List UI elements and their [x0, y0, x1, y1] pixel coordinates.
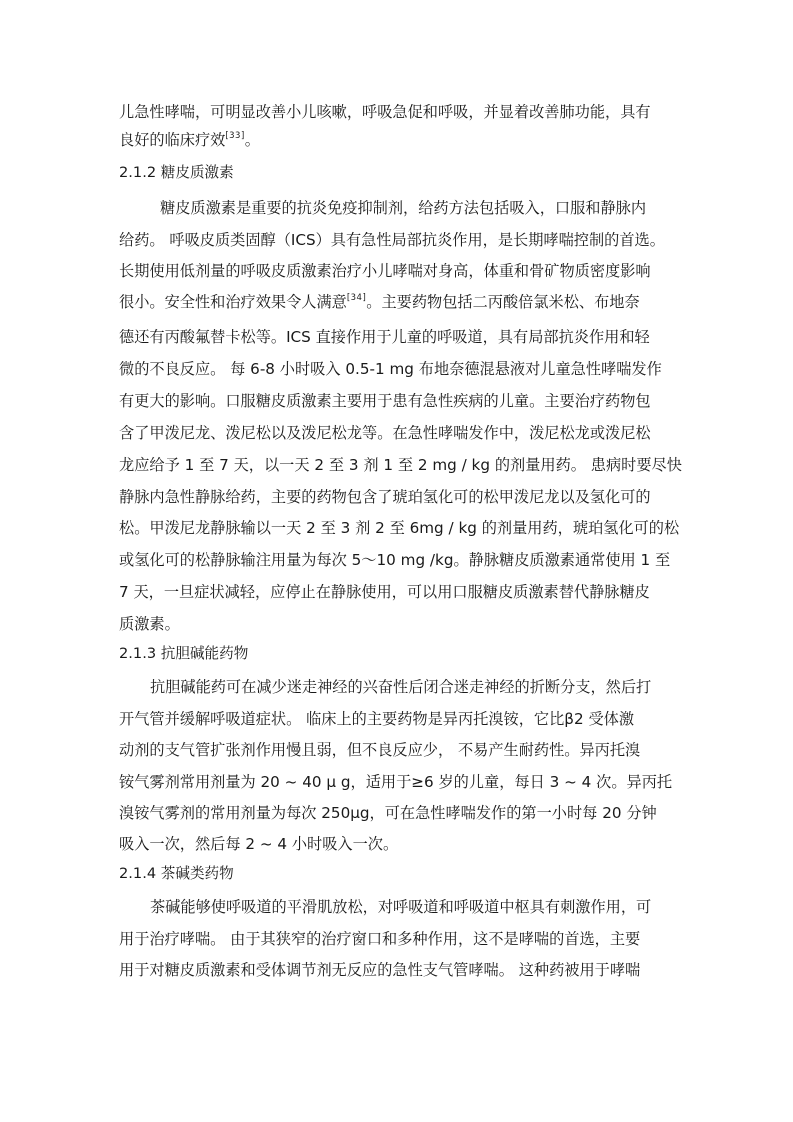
paragraph-line: 吸入一次，然后每 2 ~ 4 小时吸入一次。	[119, 835, 399, 853]
paragraph-line: 抗胆碱能药可在减少迷走神经的兴奋性后闭合迷走神经的折断分支，然后打	[150, 678, 652, 696]
paragraph-line: 德还有丙酸氟替卡松等。ICS 直接作用于儿童的呼吸道，具有局部抗炎作用和轻	[119, 328, 650, 346]
paragraph-line: 有更大的影响。口服糖皮质激素主要用于患有急性疾病的儿童。主要治疗药物包	[119, 392, 651, 410]
paragraph-line: 7 天，一旦症状减轻，应停止在静脉使用，可以用口服糖皮质激素替代静脉糖皮	[119, 583, 650, 601]
paragraph-line: 儿急性哮喘，可明显改善小儿咳嗽，呼吸急促和呼吸，并显着改善肺功能，具有	[119, 103, 651, 121]
citation-ref: [33]	[225, 131, 245, 141]
paragraph-line: 静脉内急性静脉给药，主要的药物包含了琥珀氢化可的松甲泼尼龙以及氢化可的	[119, 488, 651, 506]
paragraph-line: 动剂的支气管扩张剂作用慢且弱，但不良反应少， 不易产生耐药性。异丙托溴	[119, 741, 641, 759]
section-heading-2-1-2: 2.1.2 糖皮质激素	[119, 164, 234, 181]
paragraph-line: 给药。 呼吸皮质类固醇（ICS）具有急性局部抗炎作用，是长期哮喘控制的首选。	[119, 231, 665, 249]
paragraph-line: 糖皮质激素是重要的抗炎免疫抑制剂，给药方法包括吸入，口服和静脉内	[160, 199, 646, 217]
section-heading-2-1-4: 2.1.4 茶碱类药物	[119, 865, 234, 882]
paragraph-line: 长期使用低剂量的呼吸皮质激素治疗小儿哮喘对身高，体重和骨矿物质密度影响	[119, 262, 651, 280]
paragraph-line: 良好的临床疗效[33]。	[119, 131, 260, 149]
paragraph-line: 龙应给予 1 至 7 天，以一天 2 至 3 剂 1 至 2 mg / kg 的剂量用药。 患病时要尽快	[119, 456, 682, 474]
paragraph-line: 铵气雾剂常用剂量为 20 ~ 40 μ g，适用于≥6 岁的儿童，每日 3 ~ 4 次。异丙托	[119, 773, 673, 791]
paragraph-line: 微的不良反应。 每 6-8 小时吸入 0.5-1 mg 布地奈德混悬液对儿童急性哮喘发作	[119, 360, 662, 378]
paragraph-line: 或氢化可的松静脉输注用量为每次 5～10 mg /kg。静脉糖皮质激素通常使用 1 至	[119, 551, 671, 569]
paragraph-line: 用于治疗哮喘。 由于其狭窄的治疗窗口和多种作用，这不是哮喘的首选，主要	[119, 930, 641, 948]
paragraph-line: 开气管并缓解呼吸道症状。 临床上的主要药物是异丙托溴铵，它比β2 受体激	[119, 710, 635, 728]
paragraph-line: 很小。安全性和治疗效果令人满意[34]。主要药物包括二丙酸倍氯米松、布地奈	[119, 293, 640, 311]
paragraph-line: 溴铵气雾剂的常用剂量为每次 250μg，可在急性哮喘发作的第一小时每 20 分钟	[119, 804, 657, 822]
paragraph-line: 用于对糖皮质激素和受体调节剂无反应的急性支气管哮喘。 这种药被用于哮喘	[119, 961, 641, 979]
paragraph-line: 松。甲泼尼龙静脉输以一天 2 至 3 剂 2 至 6mg / kg 的剂量用药，琥珀氢化可的松	[119, 519, 680, 537]
paragraph-line: 质激素。	[119, 615, 180, 633]
paragraph-line: 茶碱能够使呼吸道的平滑肌放松，对呼吸道和呼吸道中枢具有刺激作用，可	[150, 898, 652, 916]
paragraph-line: 含了甲泼尼龙、泼尼松以及泼尼松龙等。在急性哮喘发作中，泼尼松龙或泼尼松	[119, 424, 651, 442]
section-heading-2-1-3: 2.1.3 抗胆碱能药物	[119, 645, 249, 662]
citation-ref: [34]	[346, 293, 367, 303]
